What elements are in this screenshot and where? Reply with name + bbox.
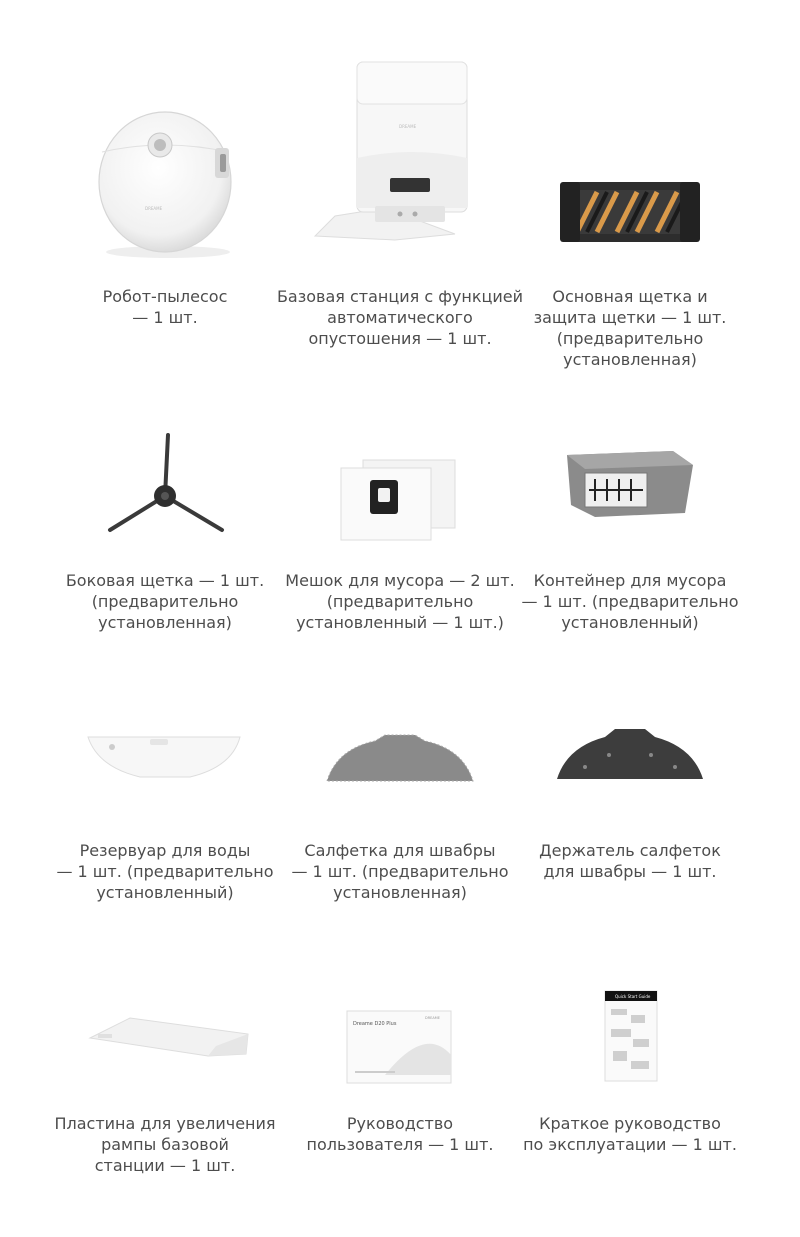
caption-line: Базовая станция с функцией bbox=[276, 287, 524, 306]
caption-line: станции — 1 шт. bbox=[94, 1156, 236, 1175]
caption-main-brush bbox=[495, 286, 765, 370]
station-logo: DREAME bbox=[399, 124, 417, 129]
caption-line: рампы базовой bbox=[101, 1135, 229, 1154]
base-station-icon bbox=[275, 58, 525, 258]
caption-line: установленная) bbox=[563, 350, 697, 369]
quick-guide-icon bbox=[505, 985, 755, 1085]
caption-line: Краткое руководство bbox=[539, 1114, 721, 1133]
caption-line: (предварительно bbox=[326, 592, 474, 611]
manual-cover-title: Dreame D20 Plus bbox=[353, 1021, 397, 1027]
robot-logo: DREAME bbox=[145, 206, 163, 211]
caption-line: Робот-пылесос bbox=[102, 287, 228, 306]
caption-robot-vacuum bbox=[30, 286, 300, 328]
ramp-plate-icon bbox=[40, 1010, 290, 1070]
robot-vacuum-icon bbox=[40, 70, 290, 270]
caption-line: Держатель салфеток bbox=[539, 841, 721, 860]
caption-line: — 1 шт. bbox=[132, 308, 198, 327]
dust-bag-icon bbox=[275, 440, 525, 550]
caption-line: Контейнер для мусора bbox=[533, 571, 727, 590]
caption-line: Салфетка для швабры bbox=[304, 841, 496, 860]
caption-line: (предварительно bbox=[556, 329, 704, 348]
caption-line: Руководство bbox=[346, 1114, 454, 1133]
caption-line: установленный — 1 шт.) bbox=[296, 613, 504, 632]
caption-line: Резервуар для воды bbox=[79, 841, 251, 860]
user-manual-icon bbox=[275, 1005, 525, 1085]
caption-line: — 1 шт. (предварительно bbox=[56, 862, 274, 881]
water-tank-icon bbox=[40, 725, 290, 795]
caption-water-tank bbox=[30, 840, 300, 903]
caption-line: установленная) bbox=[98, 613, 232, 632]
caption-line: автоматического bbox=[327, 308, 473, 327]
caption-line: по эксплуатации — 1 шт. bbox=[523, 1135, 737, 1154]
caption-line: установленный) bbox=[561, 613, 699, 632]
caption-line: Мешок для мусора — 2 шт. bbox=[285, 571, 515, 590]
mop-holder-icon bbox=[505, 725, 755, 795]
caption-mop-holder bbox=[495, 840, 765, 882]
caption-ramp-plate bbox=[30, 1113, 300, 1176]
caption-line: — 1 шт. (предварительно bbox=[291, 862, 509, 881]
caption-line: установленный) bbox=[96, 883, 234, 902]
caption-line: (предварительно bbox=[91, 592, 239, 611]
caption-line: Боковая щетка — 1 шт. bbox=[65, 571, 265, 590]
caption-line: для швабры — 1 шт. bbox=[543, 862, 717, 881]
caption-line: пользователя — 1 шт. bbox=[306, 1135, 494, 1154]
main-brush-icon bbox=[505, 110, 755, 250]
dust-bin-icon bbox=[505, 435, 755, 545]
caption-line: Основная щетка и bbox=[552, 287, 708, 306]
caption-line: установленная) bbox=[333, 883, 467, 902]
caption-line: опустошения — 1 шт. bbox=[308, 329, 492, 348]
mop-pad-icon bbox=[275, 725, 525, 795]
caption-dust-bin bbox=[495, 570, 765, 633]
caption-line: Пластина для увеличения bbox=[54, 1114, 276, 1133]
caption-line: защита щетки — 1 шт. bbox=[533, 308, 727, 327]
guide-header: Quick Start Guide bbox=[615, 994, 651, 999]
caption-line: — 1 шт. (предварительно bbox=[521, 592, 739, 611]
caption-quick-start-guide bbox=[495, 1113, 765, 1155]
manual-logo: DREAME bbox=[425, 1016, 440, 1020]
side-brush-icon bbox=[40, 420, 290, 550]
caption-side-brush bbox=[30, 570, 300, 633]
